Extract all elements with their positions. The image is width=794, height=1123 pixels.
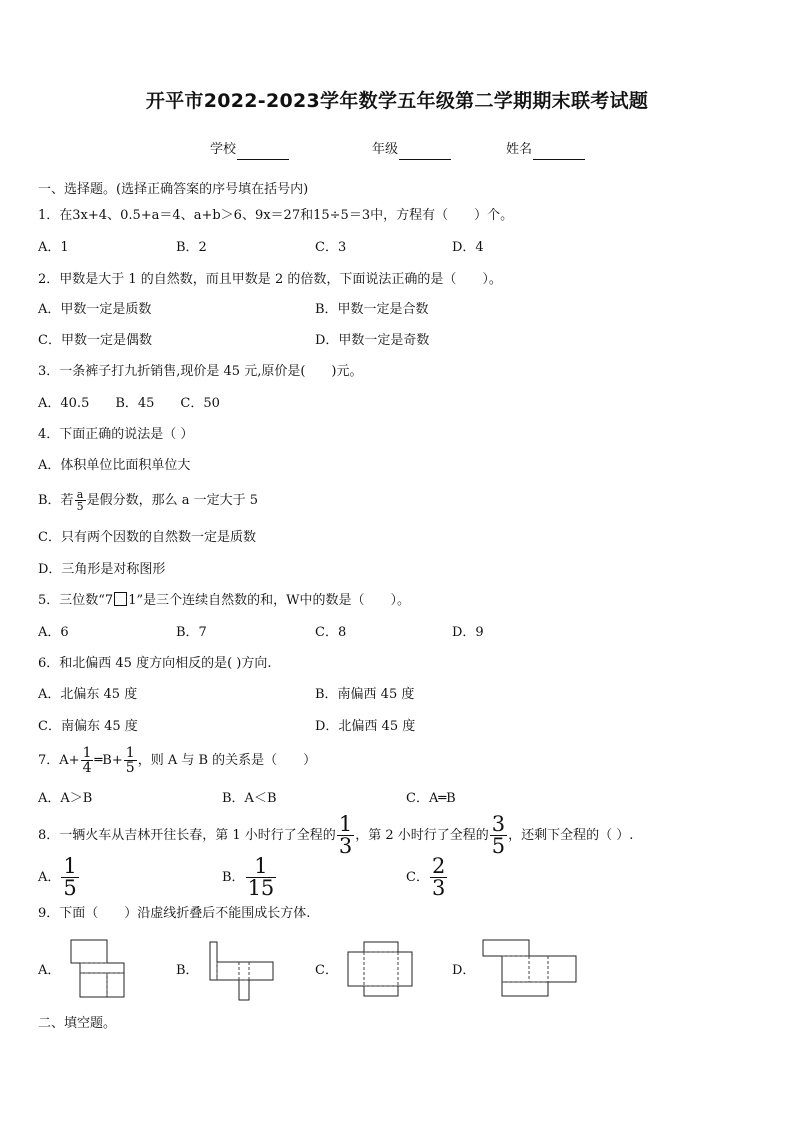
- grade-blank[interactable]: [399, 145, 451, 160]
- school-blank[interactable]: [237, 145, 289, 160]
- q5-option-b[interactable]: B．7: [176, 625, 207, 640]
- q6-option-b[interactable]: B．南偏西 45 度: [315, 687, 415, 702]
- fraction-option-b: $\frac{1}{15}$: [247, 854, 275, 900]
- box-net-a: [68, 938, 126, 1000]
- fraction-1-over-5: $\frac{1}{5}$: [125, 745, 135, 776]
- fraction-option-c: $\frac{2}{3}$: [431, 854, 446, 900]
- q2-option-c[interactable]: C．甲数一定是偶数: [38, 333, 152, 348]
- exam-title: 开平市2022-2023学年数学五年级第二学期期末联考试题: [145, 90, 649, 112]
- q1-option-a[interactable]: A．1: [38, 240, 69, 255]
- fraction-1-over-4: $\frac{1}{4}$: [82, 745, 92, 776]
- box-net-b: [207, 940, 275, 1002]
- name-field[interactable]: [506, 140, 585, 160]
- grade-label: 年级: [372, 142, 399, 157]
- q1-option-c[interactable]: C．3: [315, 240, 347, 255]
- q4-option-c[interactable]: C．只有两个因数的自然数一定是质数: [38, 530, 256, 545]
- section-fill-heading: 二、填空题。: [38, 1016, 117, 1031]
- box-net-d: [480, 938, 580, 1000]
- question-9-stem: 9．下面（ ）沿虚线折叠后不能围成长方体.: [38, 906, 311, 921]
- q2-option-b[interactable]: B．甲数一定是合数: [315, 302, 429, 317]
- box-net-c: [344, 938, 416, 1000]
- q9-option-a-label[interactable]: A．: [38, 963, 61, 978]
- question-8-stem: 8．一辆火车从吉林开往长春，第 1 小时行了全程的 $\frac{1}{3}$ ，第 2 小时行了全程的 $\frac{3}{5}$ ，还剩下全程的（ ）.: [38, 812, 634, 858]
- q6-option-c[interactable]: C．南偏东 45 度: [38, 719, 138, 734]
- name-blank[interactable]: [533, 145, 585, 160]
- q8-option-b[interactable]: B． $\frac{1}{15}$: [222, 854, 275, 900]
- section-choice-heading: 一、选择题。(选择正确答案的序号填在括号内): [38, 182, 309, 197]
- blank-box-icon: [114, 592, 127, 606]
- fraction-option-a: $\frac{1}{5}$: [63, 854, 77, 900]
- question-6-stem: 6．和北偏西 45 度方向相反的是( )方向.: [38, 656, 272, 671]
- q4-option-b[interactable]: B．若 $\frac{a}{5}$ 是假分数，那么 a 一定大于 5: [38, 488, 258, 513]
- question-1-stem: 1．在3x+4、0.5+a＝4、a+b＞6、9x＝27和15÷5＝3中，方程有（ ）个。: [38, 208, 514, 223]
- q2-option-a[interactable]: A．甲数一定是质数: [38, 302, 152, 317]
- q1-option-d[interactable]: D．4: [452, 240, 484, 255]
- fraction-3-over-5: $\frac{3}{5}$: [491, 812, 506, 858]
- q9-option-c-label[interactable]: C．: [315, 963, 338, 978]
- q5-option-d[interactable]: D．9: [452, 625, 484, 640]
- q8-option-c[interactable]: C． $\frac{2}{3}$: [406, 854, 446, 900]
- q7-option-c[interactable]: C．A═B: [406, 791, 456, 806]
- q1-option-b[interactable]: B．2: [176, 240, 207, 255]
- q7-option-a[interactable]: A．A＞B: [38, 791, 93, 806]
- q5-option-a[interactable]: A．6: [38, 625, 69, 640]
- fraction-1-over-3: $\frac{1}{3}$: [338, 812, 353, 858]
- question-5-stem: 5．三位数“7 1”是三个连续自然数的和，W中的数是（ ）。: [38, 593, 410, 608]
- name-label: 姓名: [506, 142, 533, 157]
- q6-option-a[interactable]: A．北偏东 45 度: [38, 687, 138, 702]
- school-label: 学校: [210, 142, 237, 157]
- q8-option-a[interactable]: A． $\frac{1}{5}$: [38, 854, 77, 900]
- q3-options[interactable]: A．40.5 B．45 C．50: [38, 396, 220, 411]
- q4-option-a[interactable]: A．体积单位比面积单位大: [38, 458, 191, 473]
- q4-option-d[interactable]: D．三角形是对称图形: [38, 562, 166, 577]
- question-7-stem: 7．A+ $\frac{1}{4}$ ═B+ $\frac{1}{5}$ ，则 A 与 B 的关系是（ ）: [38, 745, 317, 776]
- q9-option-d-label[interactable]: D．: [452, 963, 476, 978]
- grade-field[interactable]: [372, 140, 451, 160]
- q2-option-d[interactable]: D．甲数一定是奇数: [315, 333, 430, 348]
- school-field[interactable]: [210, 140, 289, 160]
- fraction-a-over-5: $\frac{a}{5}$: [76, 488, 84, 513]
- question-2-stem: 2．甲数是大于 1 的自然数，而且甲数是 2 的倍数，下面说法正确的是（ ）。: [38, 272, 502, 287]
- question-4-stem: 4．下面正确的说法是（ ）: [38, 427, 194, 442]
- question-3-stem: 3．一条裤子打九折销售,现价是 45 元,原价是( )元。: [38, 364, 363, 379]
- q6-option-d[interactable]: D．北偏西 45 度: [315, 719, 416, 734]
- q5-option-c[interactable]: C．8: [315, 625, 347, 640]
- q9-option-b-label[interactable]: B．: [176, 963, 199, 978]
- q7-option-b[interactable]: B．A＜B: [222, 791, 277, 806]
